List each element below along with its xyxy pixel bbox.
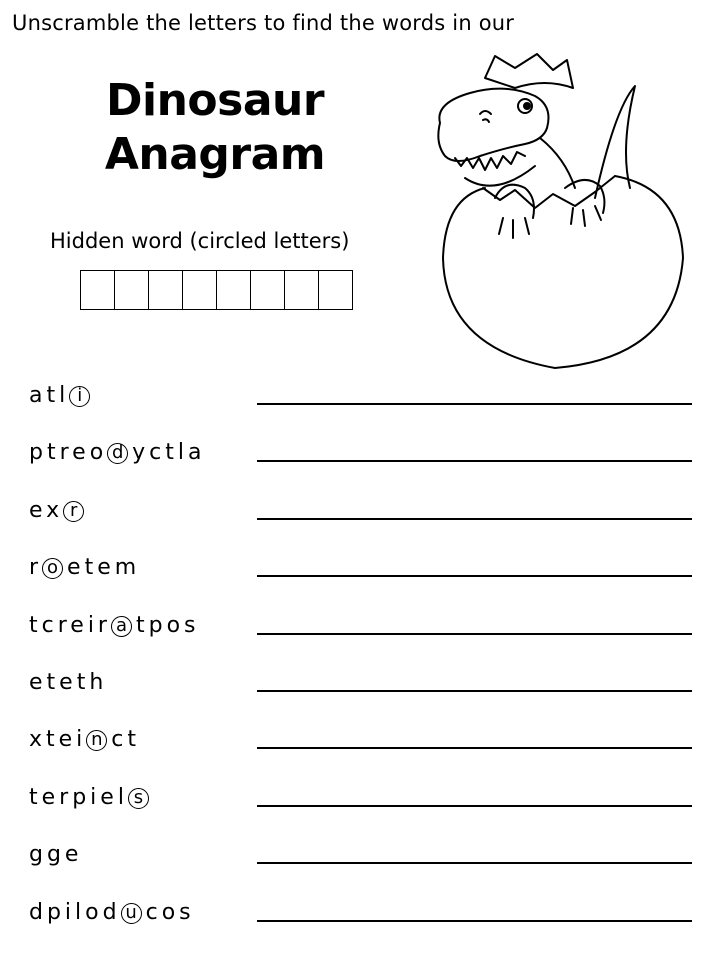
title-line-1: Dinosaur — [105, 75, 325, 126]
word-row — [0, 670, 720, 728]
scrambled-letters-before: dpilod — [29, 899, 121, 925]
answer-line[interactable] — [257, 518, 692, 520]
circled-letter: a — [111, 616, 132, 637]
circled-letter: s — [128, 788, 149, 809]
scrambled-letters-after: cos — [145, 899, 195, 925]
instructions-text: Unscramble the letters to find the words in our — [12, 11, 515, 35]
answer-line[interactable] — [257, 633, 692, 635]
scrambled-word — [29, 727, 140, 752]
scrambled-letters-before: eteth — [29, 670, 108, 695]
scrambled-word — [29, 670, 107, 695]
scrambled-letters-after: tpos — [135, 612, 200, 638]
scrambled-word — [29, 842, 82, 867]
scrambled-letters-after: etem — [67, 555, 141, 581]
scrambled-letters-before: xtei — [29, 727, 87, 753]
scrambled-letters-before: atl — [29, 383, 70, 408]
word-row — [0, 785, 720, 843]
scrambled-word — [29, 383, 94, 408]
circled-letter: i — [69, 386, 90, 407]
scrambled-word — [29, 900, 195, 925]
circled-letter: d — [107, 443, 128, 464]
scrambled-letters-before: tcreir — [29, 612, 111, 638]
circled-letter: u — [121, 903, 142, 924]
word-row — [0, 440, 720, 498]
word-row — [0, 842, 720, 900]
scrambled-letters-before: gge — [29, 842, 83, 868]
answer-line[interactable] — [257, 862, 692, 864]
scrambled-letters-after: ct — [111, 727, 141, 753]
scrambled-letters-before: terpiel — [29, 784, 128, 810]
answer-line[interactable] — [257, 747, 692, 749]
word-row — [0, 383, 720, 441]
word-row — [0, 613, 720, 671]
answer-line[interactable] — [257, 690, 692, 692]
scrambled-letters-before: ex — [29, 497, 64, 523]
answer-line[interactable] — [257, 575, 692, 577]
circled-letter: r — [63, 501, 84, 522]
title-line-2: Anagram — [104, 129, 326, 180]
scrambled-letters-after: yctla — [132, 440, 206, 466]
scrambled-word — [29, 555, 140, 580]
circled-letter: o — [42, 558, 63, 579]
answer-line[interactable] — [257, 403, 692, 405]
scrambled-word — [29, 613, 200, 638]
answer-line[interactable] — [257, 920, 692, 922]
scrambled-word — [29, 498, 88, 523]
word-row — [0, 498, 720, 556]
scrambled-letters-before: ptreo — [29, 440, 108, 466]
scrambled-word — [29, 440, 206, 465]
answer-line[interactable] — [257, 460, 692, 462]
answer-line[interactable] — [257, 805, 692, 807]
hidden-word-label: Hidden word (circled letters) — [50, 229, 350, 253]
word-row — [0, 900, 720, 958]
scrambled-word — [29, 785, 153, 810]
scrambled-letters-before: r — [29, 555, 43, 581]
word-row — [0, 727, 720, 785]
circled-letter: n — [86, 730, 107, 751]
word-row — [0, 555, 720, 613]
